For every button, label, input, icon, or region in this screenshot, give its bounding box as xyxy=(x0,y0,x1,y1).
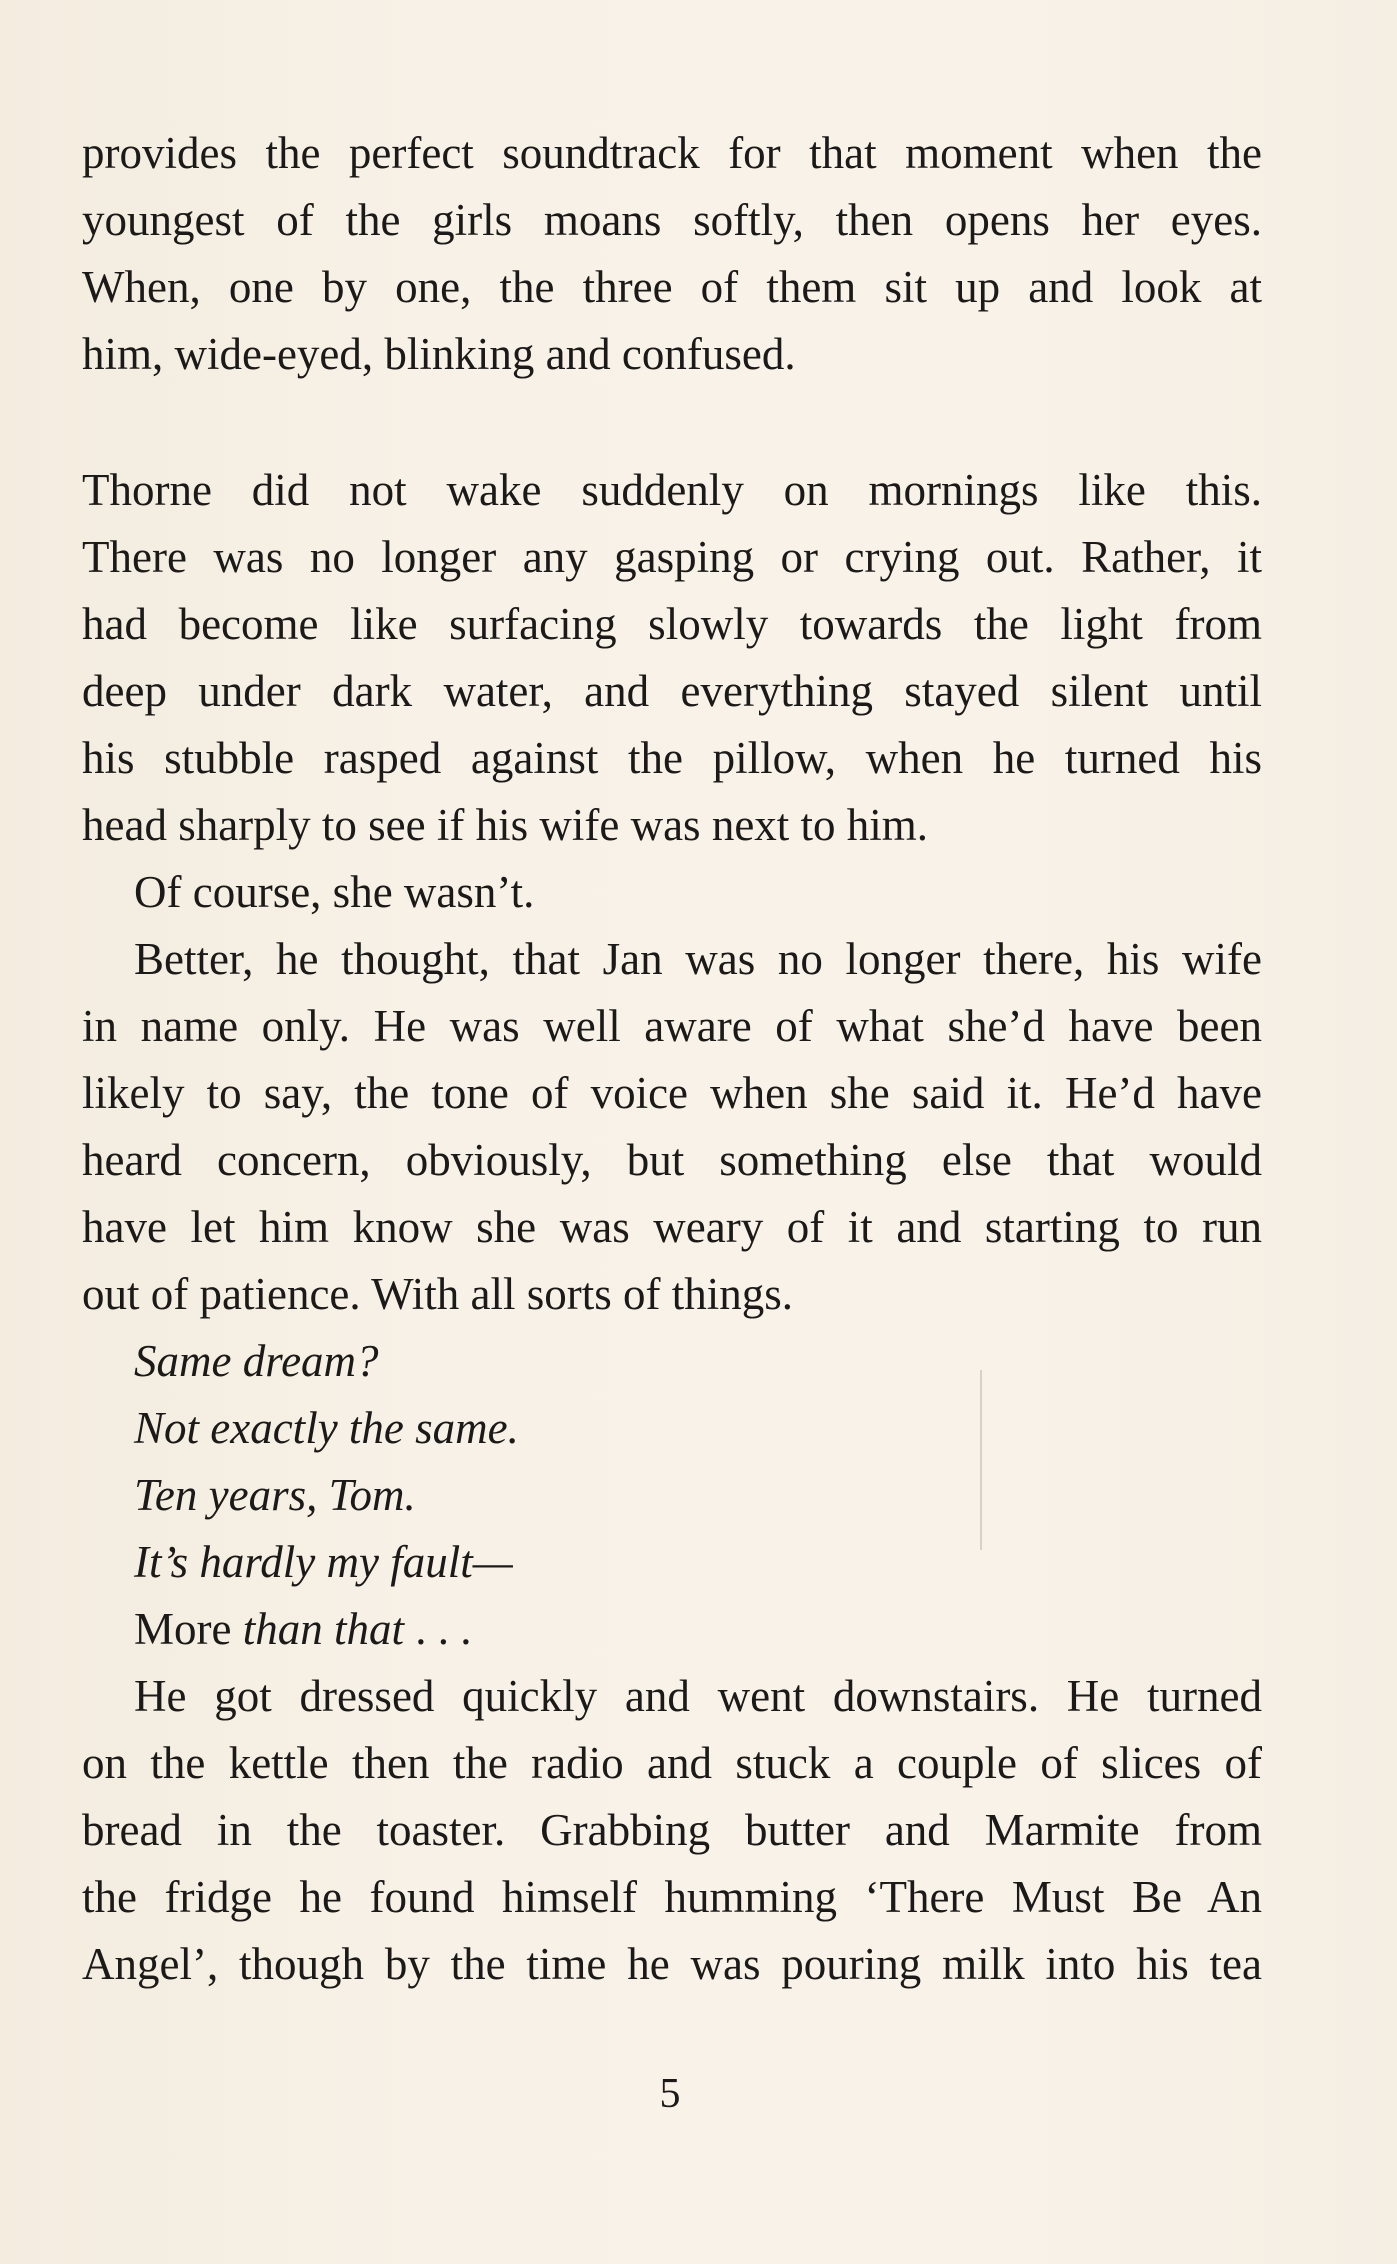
text-line: have let him know she was weary of it and starting to run xyxy=(82,1202,1262,1252)
text-line: provides the perfect soundtrack for that moment when the xyxy=(82,128,1262,178)
text-line: in name only. He was well aware of what she’d have been xyxy=(82,1001,1262,1051)
text-line: heard concern, obviously, but something else that would xyxy=(82,1135,1262,1185)
text-line: deep under dark water, and everything stayed silent until xyxy=(82,666,1262,716)
dialogue-line: Ten years, Tom. xyxy=(134,1470,416,1520)
text-line: There was no longer any gasping or crying out. Rather, it xyxy=(82,532,1262,582)
text-line: him, wide-eyed, blinking and confused. xyxy=(82,329,796,379)
dialogue-line: It’s hardly my fault— xyxy=(134,1537,513,1587)
page-number: 5 xyxy=(659,2071,681,2117)
text-line: When, one by one, the three of them sit up and look at xyxy=(82,262,1262,312)
dialogue-ellipsis: . . . xyxy=(404,1604,472,1654)
dialogue-line: Not exactly the same. xyxy=(134,1403,519,1453)
text-line: Thorne did not wake suddenly on mornings like this. xyxy=(82,465,1262,515)
paragraph-2 xyxy=(82,457,1262,859)
paragraph-5 xyxy=(82,1663,1262,1998)
text-line: the fridge he found himself humming ‘There Must Be An xyxy=(82,1872,1262,1922)
text-line: bread in the toaster. Grabbing butter and Marmite from xyxy=(82,1805,1262,1855)
text-line: his stubble rasped against the pillow, when he turned his xyxy=(82,733,1262,783)
text-line: on the kettle then the radio and stuck a couple of slices of xyxy=(82,1738,1262,1788)
dialogue-roman: More xyxy=(134,1604,243,1654)
text-line: Better, he thought, that Jan was no longer there, his wife xyxy=(134,934,1262,984)
paragraph-3 xyxy=(82,859,1262,926)
text-line: He got dressed quickly and went downstairs. He turned xyxy=(134,1671,1262,1721)
paragraph-1 xyxy=(82,120,1262,388)
text-line: Angel’, though by the time he was pouring milk into his tea xyxy=(82,1939,1262,1989)
dialogue-italic: than that xyxy=(242,1604,404,1654)
text-line: out of patience. With all sorts of things. xyxy=(82,1269,793,1319)
paragraph-4 xyxy=(82,926,1262,1328)
text-line: likely to say, the tone of voice when she said it. He’d have xyxy=(82,1068,1262,1118)
text-line: head sharply to see if his wife was next to him. xyxy=(82,800,929,850)
text-line: had become like surfacing slowly towards the light from xyxy=(82,599,1262,649)
dialogue-line xyxy=(82,1596,1262,1663)
dialogue-line: Same dream? xyxy=(134,1336,379,1386)
text-line: Of course, she wasn’t. xyxy=(134,867,535,917)
text-line: youngest of the girls moans softly, then opens her eyes. xyxy=(82,195,1262,245)
dialogue xyxy=(82,1328,1262,1663)
